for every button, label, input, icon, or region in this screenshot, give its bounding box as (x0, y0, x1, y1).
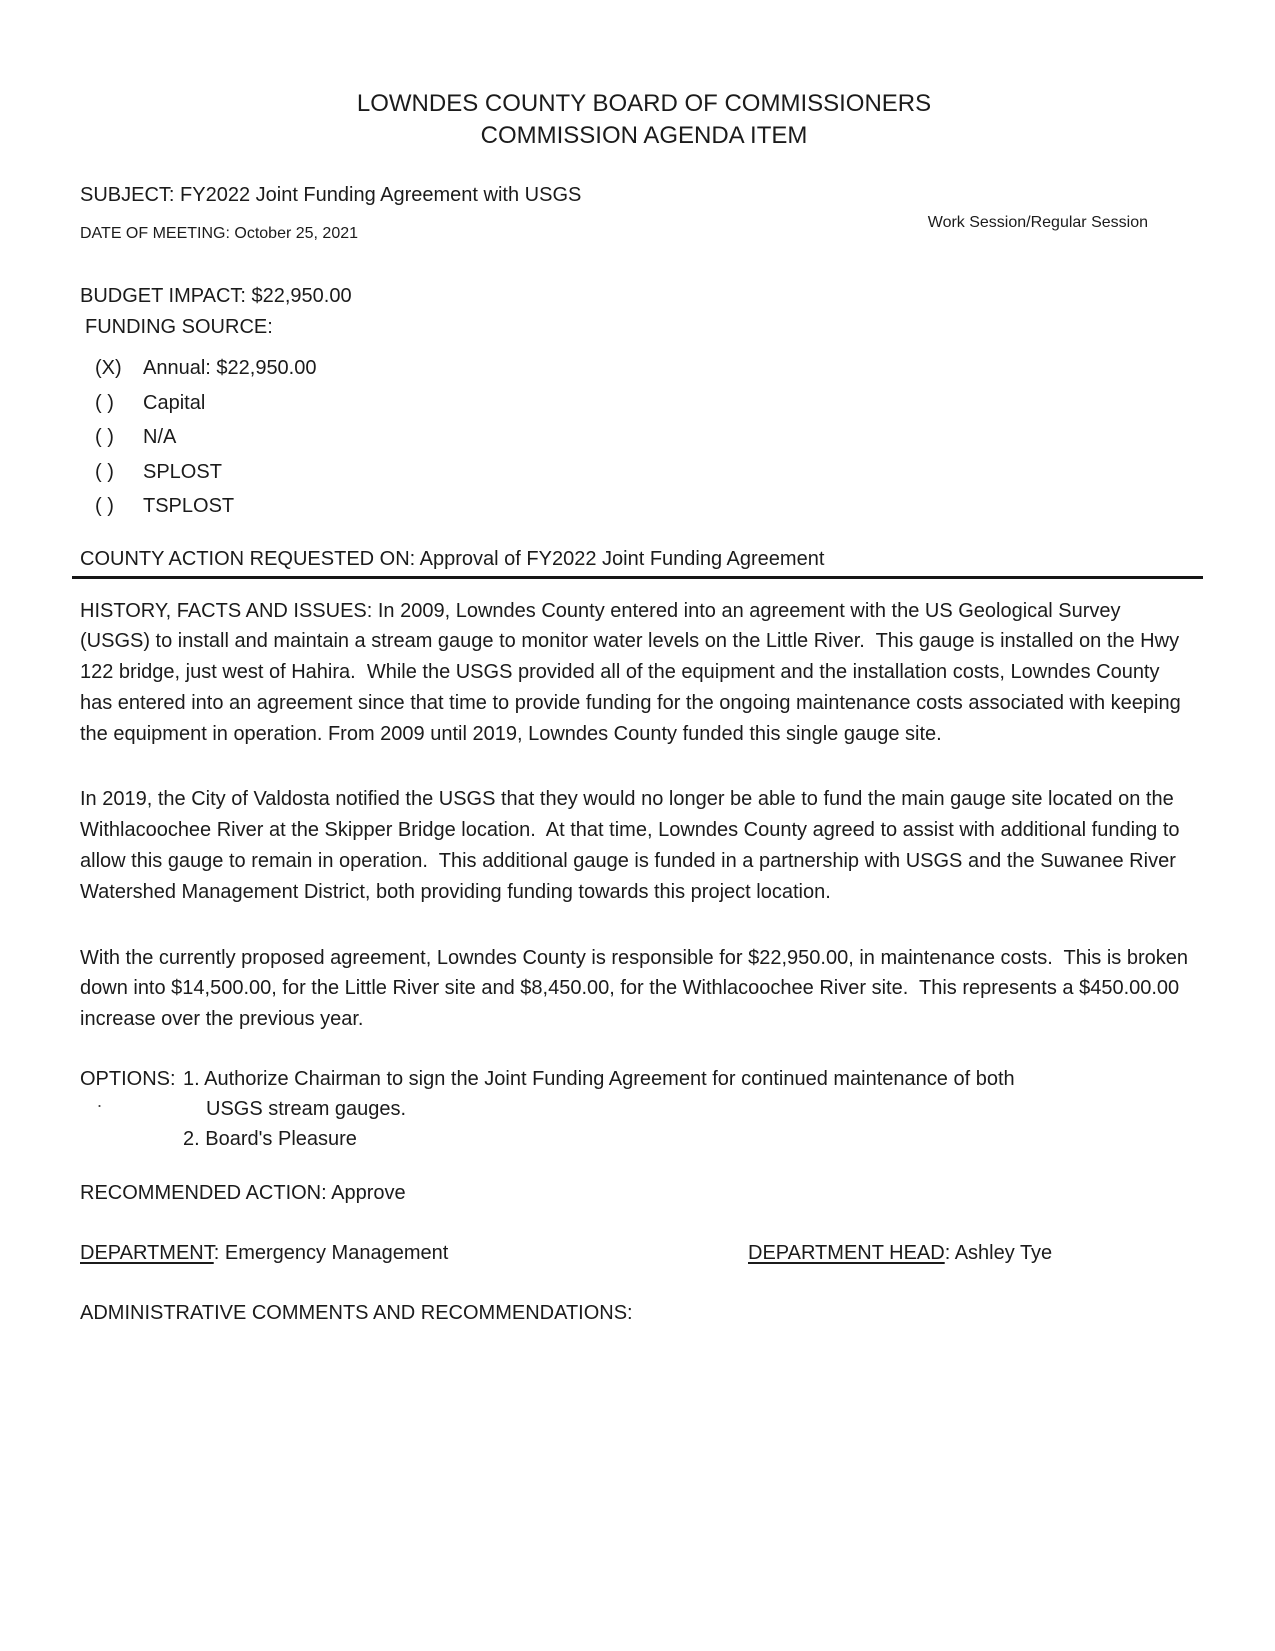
options-label: OPTIONS: (80, 1068, 176, 1091)
department-head-value: : Ashley Tye (944, 1242, 1053, 1265)
history-paragraph-3: With the currently proposed agreement, Lowndes County is responsible for $22,950.00, in maintenance costs. This is broken down into $14,500.00, for the Little River site and $8,450.00, for the Withlacoochee River site. This represents a $450.00.00 increase over the previous year. (80, 946, 1194, 1031)
department-label: DEPARTMENT (80, 1242, 214, 1265)
funding-option-label: Capital (143, 391, 206, 414)
funding-option-label: Annual: $22,950.00 (143, 357, 317, 379)
funding-option-tsplost (95, 489, 1208, 524)
option-2-text: 2. Board's Pleasure (183, 1128, 357, 1151)
funding-options-list (95, 351, 1208, 524)
recommended-action-line: RECOMMENDED ACTION: Approve (80, 1182, 406, 1205)
department-head-label: DEPARTMENT HEAD (748, 1242, 945, 1265)
section-divider-rule (72, 576, 1203, 579)
checkbox-mark-checked: (X) (95, 357, 122, 379)
funding-option-label: N/A (143, 426, 177, 448)
funding-option-capital (95, 386, 1208, 421)
subject-line: SUBJECT: FY2022 Joint Funding Agreement with USGS (80, 184, 582, 206)
checkbox-mark-unchecked: ( ) (95, 460, 114, 483)
budget-impact-line: BUDGET IMPACT: $22,950.00 (80, 285, 352, 307)
page-title: LOWNDES COUNTY BOARD OF COMMISSIONERS (356, 90, 932, 117)
checkbox-mark-unchecked: ( ) (95, 391, 114, 414)
funding-option-na (95, 420, 1208, 455)
options-list (183, 1064, 1015, 1154)
option-1-continuation: USGS stream gauges. (206, 1098, 407, 1121)
document-header (80, 88, 1208, 152)
meeting-date-line: DATE OF MEETING: October 25, 2021 (80, 225, 359, 242)
department-field (80, 1241, 748, 1265)
date-session-row (80, 214, 1208, 243)
department-row (80, 1241, 1208, 1265)
department-head-field (748, 1241, 1052, 1265)
funding-option-label: TSPLOST (143, 495, 235, 517)
checkbox-mark-unchecked: ( ) (95, 426, 114, 448)
history-paragraph-1: HISTORY, FACTS AND ISSUES: In 2009, Lowndes County entered into an agreement with the US Geological Survey (USGS) to install and maintain a stream gauge to monitor water levels on the Little River. This gauge is installed on the Hwy 122 bridge, just west of Hahira. While the USGS provided all of the equipment and the installation costs, Lowndes County has entered into an agreement since that time to provide funding for the ongoing maintenance costs associated with keeping the equipment in operation. From 2009 until 2019, Lowndes County funded this single gauge site. (80, 599, 1187, 745)
stray-dot-artifact: . (97, 1091, 103, 1111)
department-value: : Emergency Management (213, 1242, 449, 1265)
session-type-label: Work Session/Regular Session (927, 214, 1148, 231)
admin-comments-label: ADMINISTRATIVE COMMENTS AND RECOMMENDATIONS: (80, 1302, 633, 1325)
funding-option-annual (95, 351, 1208, 386)
option-1-text: 1. Authorize Chairman to sign the Joint Funding Agreement for continued maintenance of both (183, 1068, 1015, 1091)
page-subtitle: COMMISSION AGENDA ITEM (480, 122, 808, 149)
history-paragraph-2: In 2019, the City of Valdosta notified the USGS that they would no longer be able to fund the main gauge site located on the Withlacoochee River at the Skipper Bridge location. At that time, Lowndes County agreed to assist with additional funding to allow this gauge to remain in operation. This additional gauge is funded in a partnership with USGS and the Suwanee River Watershed Management District, both providing funding towards this project location. (80, 788, 1186, 903)
funding-source-label: FUNDING SOURCE: (85, 316, 273, 338)
funding-option-label: SPLOST (143, 460, 222, 483)
funding-option-splost (95, 455, 1208, 490)
options-section (80, 1064, 1208, 1154)
checkbox-mark-unchecked: ( ) (95, 495, 114, 517)
county-action-line: COUNTY ACTION REQUESTED ON: Approval of FY2022 Joint Funding Agreement (80, 547, 825, 570)
